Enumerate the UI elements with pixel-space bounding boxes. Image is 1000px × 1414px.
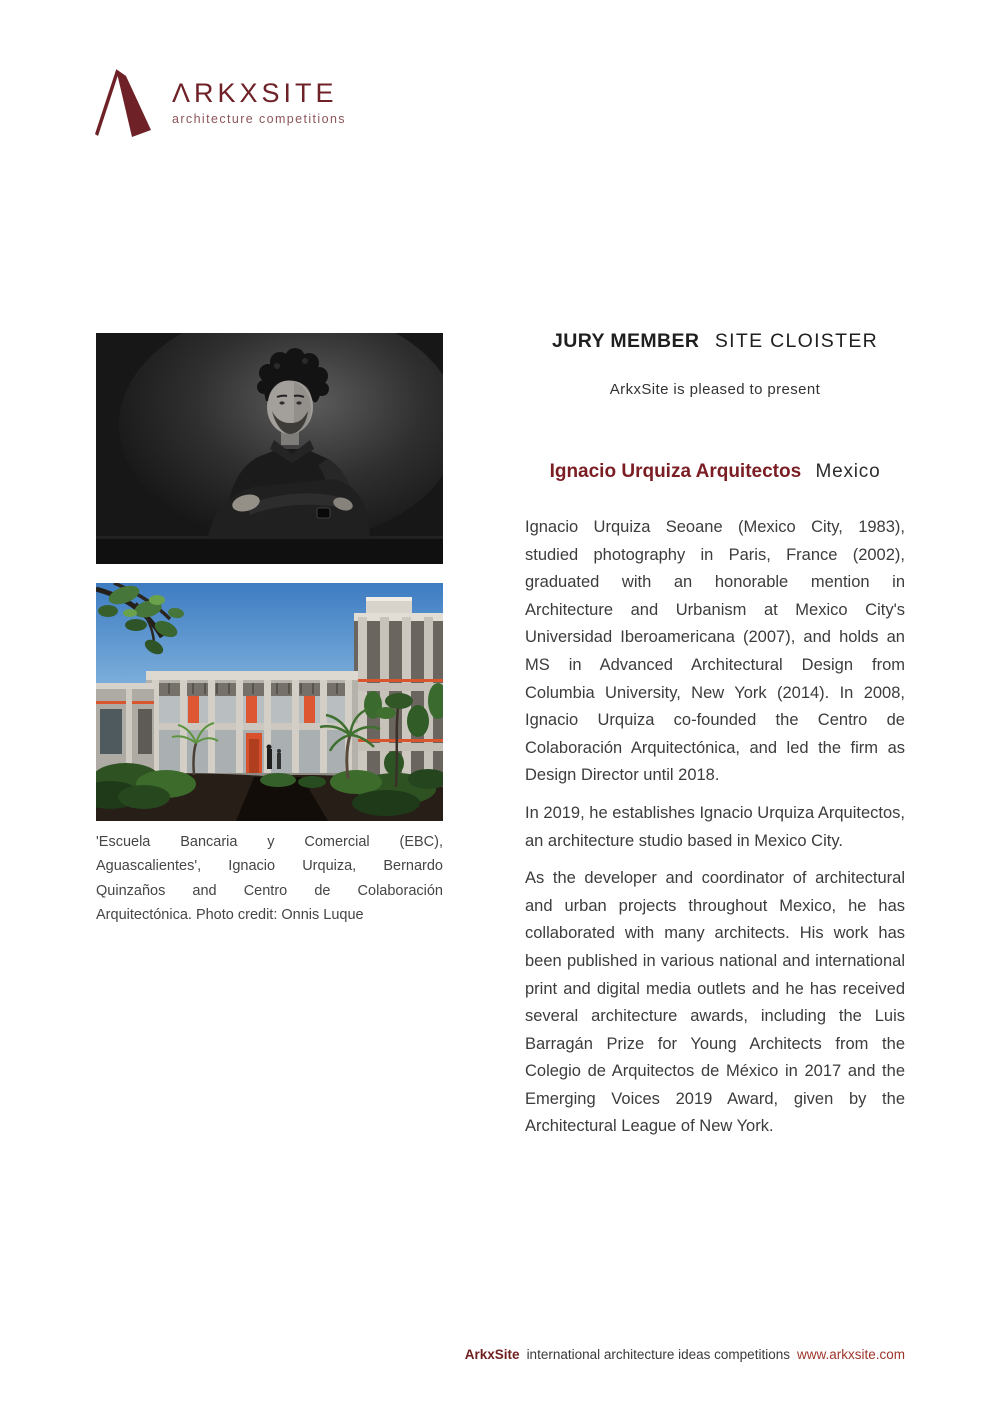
center-block [146,671,358,777]
brand-logo [88,64,346,138]
photo-caption: 'Escuela Bancaria y Comercial (EBC), Aguascalientes', Ignacio Urquiza, Bernardo Quinzaños and Centro de Colaboración Arquitectónica. Photo credit: Onnis Luque [96,834,443,924]
footer-brand: ArkxSite [464,1347,520,1362]
page-footer [465,1347,905,1362]
intro-line: ArkxSite is pleased to present [609,381,821,398]
project-photo [96,583,443,821]
competition-name: SITE CLOISTER [714,330,879,352]
portrait-photo-image [96,333,443,564]
project-photo-image [96,583,443,821]
biography [525,514,905,1151]
footer-text: international architecture ideas competitions [526,1347,790,1362]
jury-member-name [525,461,905,483]
bio-paragraph-2: In 2019, he establishes Ignacio Urquiza Arquitectos, an architecture studio based in Mexico City. [525,803,905,850]
brand-tagline: architecture competitions [172,112,346,126]
left-wing [96,683,154,773]
bio-paragraph-3: As the developer and coordinator of architectural and urban projects throughout Mexico, he has collaborated with many architects. His work has been published in various national and international print and digital media outlets and he has received several architecture awards, including the Luis Barragán Prize for Young Architects from the Colegio de Arquitectos de México in 2017 and the Emerging Voices 2019 Award, given by the Architectural League of New York. [525,869,905,1136]
right-wing [354,597,443,788]
bio-paragraph-1: Ignacio Urquiza Seoane (Mexico City, 1983), studied photography in Paris, France (2002), graduated with an honorable mention in Architecture and Urbanism at Mexico City's Universidad Iberoamericana (2007), and holds an MS in Advanced Architectural Design from Columbia University, New York (2014). In 2008, Ignacio Urquiza co-founded the Centro de Colaboración Arquitectónica, and led the firm as Design Director until 2018. [525,518,905,785]
studio-name: Ignacio Urquiza Arquitectos [549,461,802,482]
brand-wordmark: ΛRKXSITE [172,78,338,108]
jury-member-label: JURY MEMBER [551,330,700,352]
page-title [525,330,905,353]
country-label: Mexico [815,461,881,482]
footer-website-link[interactable]: www.arkxsite.com [796,1347,905,1362]
portrait-photo [96,333,443,564]
arkxsite-mark-icon [88,64,158,138]
